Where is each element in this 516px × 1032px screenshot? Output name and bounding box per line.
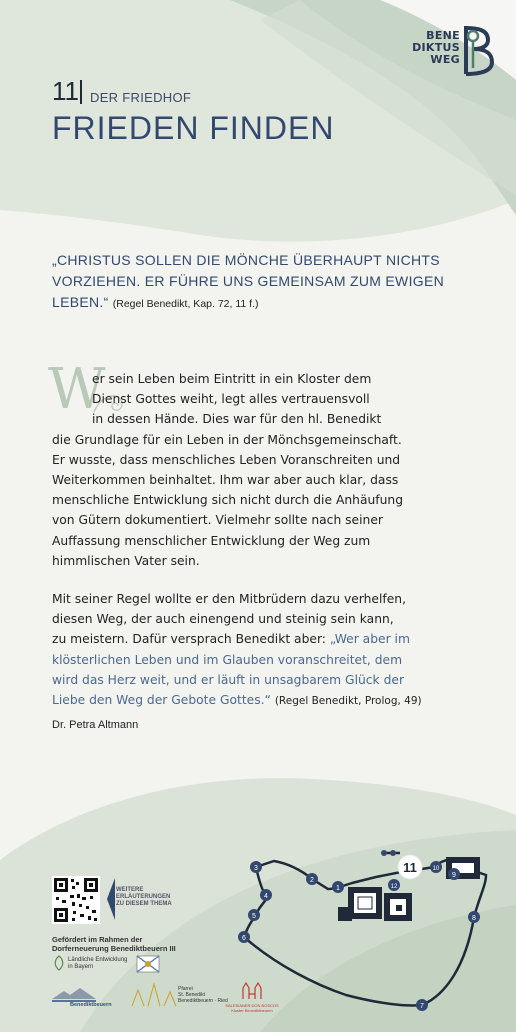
page-title: FRIEDEN FINDEN <box>52 110 335 146</box>
station-label: 3 <box>254 865 258 872</box>
p2-quote-end: Liebe den Weg der Gebote Gottes.“ <box>52 693 271 708</box>
benediktbeuern-logo-text: Benediktbeuern <box>70 1002 112 1008</box>
intro-quote <box>52 250 472 315</box>
author: Dr. Petra Altmann <box>52 719 139 731</box>
logo3-line: St. Benedikt <box>178 992 205 998</box>
pfarrei-logo-icon <box>130 982 178 1008</box>
p2-quote-start: „Wer aber im <box>329 632 410 647</box>
station-label: 2 <box>310 877 314 884</box>
more-info-line: WEITERE <box>116 887 144 893</box>
station-label: 7 <box>420 1003 424 1010</box>
logo-line-3: WEG <box>430 53 460 66</box>
p1-line: Er wusste, dass menschliches Leben Voranschreiten und <box>52 452 401 467</box>
logo4-line: SALESIANER DON BOSCOS <box>225 1003 279 1008</box>
pfarrei-logo-text <box>178 986 228 1004</box>
station-label: 10 <box>432 866 440 872</box>
p1-line: Dienst Gottes weiht, legt alles vertrauensvoll <box>92 392 370 407</box>
current-station-label: 11 <box>403 860 417 875</box>
p1-line: Weiterkommen beinhaltet. Ihm war aber auch klar, dass <box>52 473 399 488</box>
benediktusweg-logo <box>410 22 502 80</box>
drop-cap: W <box>48 357 106 422</box>
p2-line: Mit seiner Regel wollte er den Mitbrüdern dazu verhelfen, <box>52 592 407 606</box>
route-dot <box>381 850 387 856</box>
more-info-line: ZU DIESEM THEMA <box>116 901 172 907</box>
station-label: 6 <box>242 935 246 942</box>
station-markers <box>238 850 480 1011</box>
station-label: 9 <box>452 872 456 879</box>
station-number: 11 <box>52 76 79 106</box>
route-path <box>244 859 486 1006</box>
logo4-line: Kloster Benediktbeuern <box>231 1008 273 1013</box>
header-divider <box>80 80 82 104</box>
qr-code[interactable] <box>52 876 100 924</box>
logo1-line: in Bayern <box>68 964 94 970</box>
funding-line: Dorferneuerung Benediktbeuern III <box>52 944 176 953</box>
p2-source: (Regel Benedikt, Prolog, 49) <box>274 695 422 708</box>
leaf-logo-icon <box>52 955 66 971</box>
logo-line-1: BENE <box>426 29 460 42</box>
quote-text: „CHRISTUS SOLLEN DIE MÖNCHE ÜBERHAUPT NICHTS VORZIEHEN. ER FÜHRE UNS GEMEINSAM ZUM EWIGEN LEBEN.“ <box>52 252 444 310</box>
p1-line: die Grundlage für ein Leben in der Mönchsgemeinschaft. <box>52 432 402 447</box>
logo-line-2: DIKTUS <box>412 41 460 54</box>
station-subtitle: DER FRIEDHOF <box>90 90 192 105</box>
p1-line: Auffassung menschlicher Entwicklung der Weg zum <box>52 533 371 548</box>
station-label: 4 <box>264 893 268 900</box>
station-label: 12 <box>390 884 398 890</box>
logo-text <box>410 30 460 66</box>
arrow-left-icon <box>106 878 116 920</box>
station-label: 1 <box>336 885 340 892</box>
bavaria-coat-of-arms-icon <box>136 955 160 973</box>
logo1-line: Ländliche Entwicklung <box>68 957 128 963</box>
funding-line: Gefördert im Rahmen der <box>52 935 143 944</box>
station-label: 8 <box>472 915 476 922</box>
body-paragraph-1 <box>52 369 466 571</box>
laendliche-entwicklung-logo <box>68 957 127 971</box>
p2-line <box>52 629 466 649</box>
p2-quote-line: wird das Herz weit, und er läuft in unsagbarem Glück der <box>52 672 405 687</box>
p1-line: menschliche Entwicklung sich nicht durch die Anhäufung <box>52 493 403 508</box>
more-info-line: ERLÄUTERUNGEN <box>116 894 171 900</box>
logo3-line: Pfarrei <box>178 986 193 992</box>
p1-line: er sein Leben beim Eintritt in ein Kloster dem <box>92 372 372 386</box>
route-map <box>236 845 516 1025</box>
route-dot <box>390 850 396 856</box>
p2-line: diesen Weg, der auch einengend und steinig sein kann, <box>52 612 394 627</box>
body-paragraph-2 <box>52 589 466 711</box>
p2-quote-line: klösterlichen Leben und im Glauben voranschreitet, dem <box>52 652 403 667</box>
quote-source: (Regel Benedikt, Kap. 72, 11 f.) <box>112 298 259 310</box>
monastery-building-icon <box>338 887 412 921</box>
logo-b-monogram-icon <box>460 22 496 78</box>
funding-note <box>52 935 176 953</box>
p2-line <box>52 690 466 711</box>
station-label: 5 <box>252 913 256 920</box>
more-info-label[interactable] <box>116 887 172 908</box>
p1-line: himmlischen Vater sein. <box>52 553 200 568</box>
logo3-line: Benediktbeuern · Ried <box>178 998 228 1004</box>
p2-line-text: zu meistern. Dafür versprach Benedikt aber: <box>52 632 330 647</box>
p1-line: von Gütern dokumentiert. Vielmehr sollte nach seiner <box>52 513 383 528</box>
p1-line: in dessen Hände. Dies war für den hl. Benedikt <box>92 412 382 427</box>
